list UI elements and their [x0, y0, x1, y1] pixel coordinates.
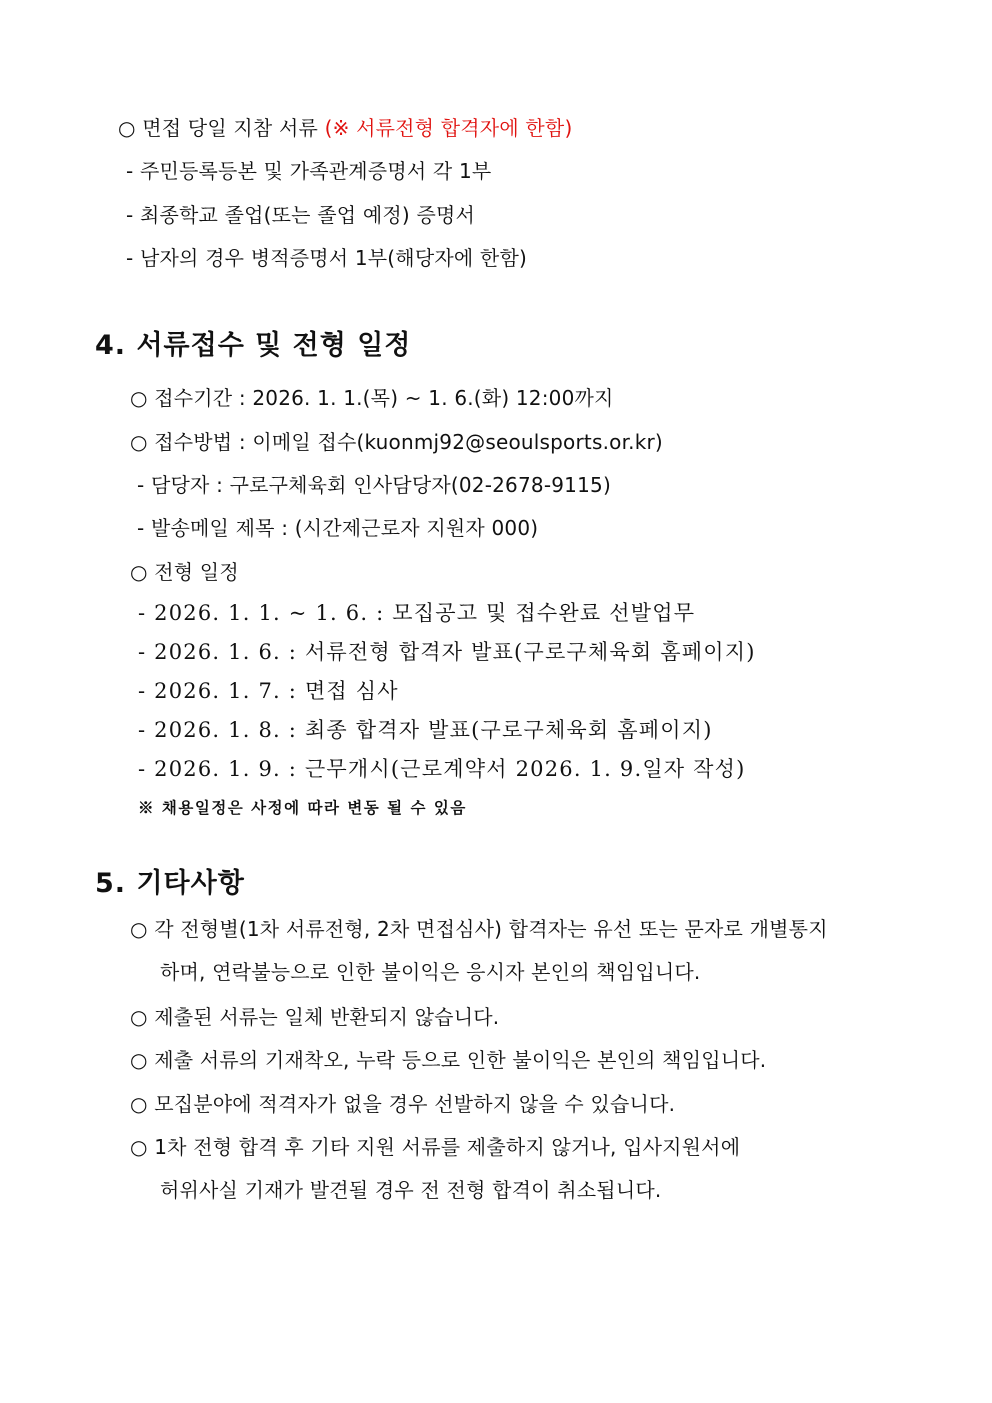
contact-person: - 담당자 : 구로구체육회 인사담당자(02-2678-9115)	[137, 473, 611, 497]
schedule-item: - 2026. 1. 6. : 서류전형 합격자 발표(구로구체육회 홈페이지)	[138, 640, 756, 664]
schedule-item: - 2026. 1. 1. ~ 1. 6. : 모집공고 및 접수완료 선발업무	[138, 601, 696, 625]
interview-docs-title: ○ 면접 당일 지참 서류	[118, 116, 319, 140]
schedule-note: ※ 채용일정은 사정에 따라 변동 될 수 있음	[138, 798, 467, 817]
interview-docs-note: (※ 서류전형 합격자에 한함)	[324, 116, 573, 140]
interview-docs-title-line	[118, 118, 572, 138]
interview-doc-item: - 주민등록등본 및 가족관계증명서 각 1부	[126, 159, 492, 183]
other-item: ○ 1차 전형 합격 후 기타 지원 서류를 제출하지 않거나, 입사지원서에	[130, 1135, 741, 1159]
section5-heading: 5. 기타사항	[95, 868, 245, 899]
other-item-continued: 허위사실 기재가 발견될 경우 전 전형 합격이 취소됩니다.	[160, 1178, 662, 1202]
section4-heading: 4. 서류접수 및 전형 일정	[95, 330, 412, 361]
other-item-continued: 하며, 연락불능으로 인한 불이익은 응시자 본인의 책임입니다.	[160, 960, 701, 984]
schedule-title: ○ 전형 일정	[130, 560, 239, 584]
mail-subject: - 발송메일 제목 : (시간제근로자 지원자 000)	[137, 516, 539, 540]
other-item: ○ 제출된 서류는 일체 반환되지 않습니다.	[130, 1005, 500, 1029]
other-item: ○ 각 전형별(1차 서류전형, 2차 면접심사) 합격자는 유선 또는 문자로 개별통지	[130, 917, 828, 941]
schedule-item: - 2026. 1. 8. : 최종 합격자 발표(구로구체육회 홈페이지)	[138, 718, 713, 742]
application-method: ○ 접수방법 : 이메일 접수(kuonmj92@seoulsports.or.kr)	[130, 430, 663, 454]
schedule-item: - 2026. 1. 7. : 면접 심사	[138, 679, 399, 703]
interview-doc-item: - 남자의 경우 병적증명서 1부(해당자에 한함)	[126, 246, 527, 270]
interview-doc-item: - 최종학교 졸업(또는 졸업 예정) 증명서	[126, 203, 476, 227]
schedule-item: - 2026. 1. 9. : 근무개시(근로계약서 2026. 1. 9.일자 작성)	[138, 757, 746, 781]
other-item: ○ 모집분야에 적격자가 없을 경우 선발하지 않을 수 있습니다.	[130, 1092, 676, 1116]
other-item: ○ 제출 서류의 기재착오, 누락 등으로 인한 불이익은 본인의 책임입니다.	[130, 1048, 767, 1072]
application-period: ○ 접수기간 : 2026. 1. 1.(목) ~ 1. 6.(화) 12:00까지	[130, 386, 614, 410]
